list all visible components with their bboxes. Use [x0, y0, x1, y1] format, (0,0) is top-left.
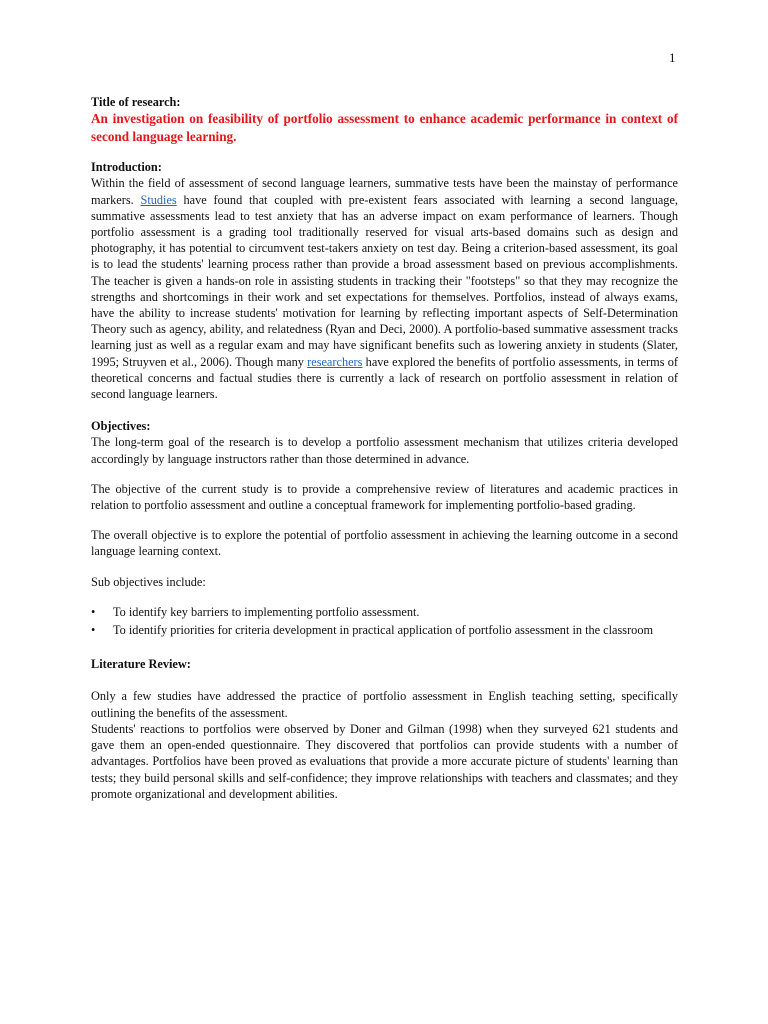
intro-text-2: have found that coupled with pre-existent fears associated with learning a second language, summative assessments lead to test anxiety that has an adverse impact on exam performance of learners. Though portfolio assessment is a grading tool traditionally reserved for visual arts-based domains such as design and photography, it has potential to circumvent test-takers anxiety on test day. Being a criterion-based assessment, its goal is to lead the students' learning process rather than provide a broad assessment based on previous accomplishments. The teacher is given a hands-on role in assisting students in tracking their "footsteps" so that they may recognize the strengths and shortcomings in their work and set expectations for themselves. Portfolios, instead of always exams, have the ability to increase students' motivation for learning by reflecting important aspects of Self-Determination Theory such as agency, ability, and relatedness (Ryan and Deci, 2000). A portfolio-based summative assessment tracks learning just as well as a regular exam and may have significant benefits such as lowering anxiety in students (Slater, 1995; Struyven et al., 2006). Though many [91, 192, 678, 369]
document-body [91, 94, 678, 802]
page-number: 1 [669, 50, 676, 65]
list-item: • To identify priorities for criteria development in practical application of portfolio assessment in the classroom [91, 622, 678, 638]
sub-objectives-heading: Sub objectives include: [91, 574, 206, 589]
introduction-heading: Introduction: [91, 160, 162, 175]
intro-text-3: have explored the benefits of portfolio assessments, in terms of theoretical concerns and factual studies there is currently a lack of research on portfolio assessment in relation of second language learners. [91, 354, 678, 402]
objectives-paragraph-3: The overall objective is to explore the potential of portfolio assessment in achieving the learning outcome in a second language learning context. [91, 528, 678, 559]
sub-objectives-list [91, 604, 678, 638]
researchers-link[interactable]: researchers [307, 354, 363, 369]
objectives-paragraph-2: The objective of the current study is to provide a comprehensive review of literatures and academic practices in relation to portfolio assessment and outline a conceptual framework for implementing portfolio-based grading. [91, 481, 678, 513]
list-item: • To identify key barriers to implementing portfolio assessment. [91, 604, 678, 620]
intro-text-1: Within the field of assessment of second language learners, summative tests have been the mainstay of performance markers. [91, 176, 678, 207]
objectives-heading: Objectives: [91, 419, 151, 434]
literature-paragraph-1: Only a few studies have addressed the practice of portfolio assessment in English teaching setting, specifically outlining the benefits of the assessment. [91, 689, 678, 720]
studies-link[interactable]: Studies [140, 192, 177, 207]
introduction-paragraph [91, 175, 678, 402]
research-title: An investigation on feasibility of portfolio assessment to enhance academic performance in context of second language learning. [91, 111, 678, 144]
objectives-paragraph-1: The long-term goal of the research is to develop a portfolio assessment mechanism that utilizes criteria developed accordingly by language instructors rather than those determined in advance. [91, 435, 678, 466]
literature-review-heading: Literature Review: [91, 657, 191, 672]
title-heading: Title of research: [91, 95, 181, 109]
literature-paragraph-2: Students' reactions to portfolios were observed by Doner and Gilman (1998) when they surveyed 621 students and gave them an open-ended questionnaire. They discovered that portfolios can provide students with a number of advantages. Portfolios have been proved as evaluations that provide a more accurate picture of students' learning than tests; they build personal skills and self-confidence; they improve relationships with teachers and classmates; and they promote organizational and development abilities. [91, 721, 678, 801]
